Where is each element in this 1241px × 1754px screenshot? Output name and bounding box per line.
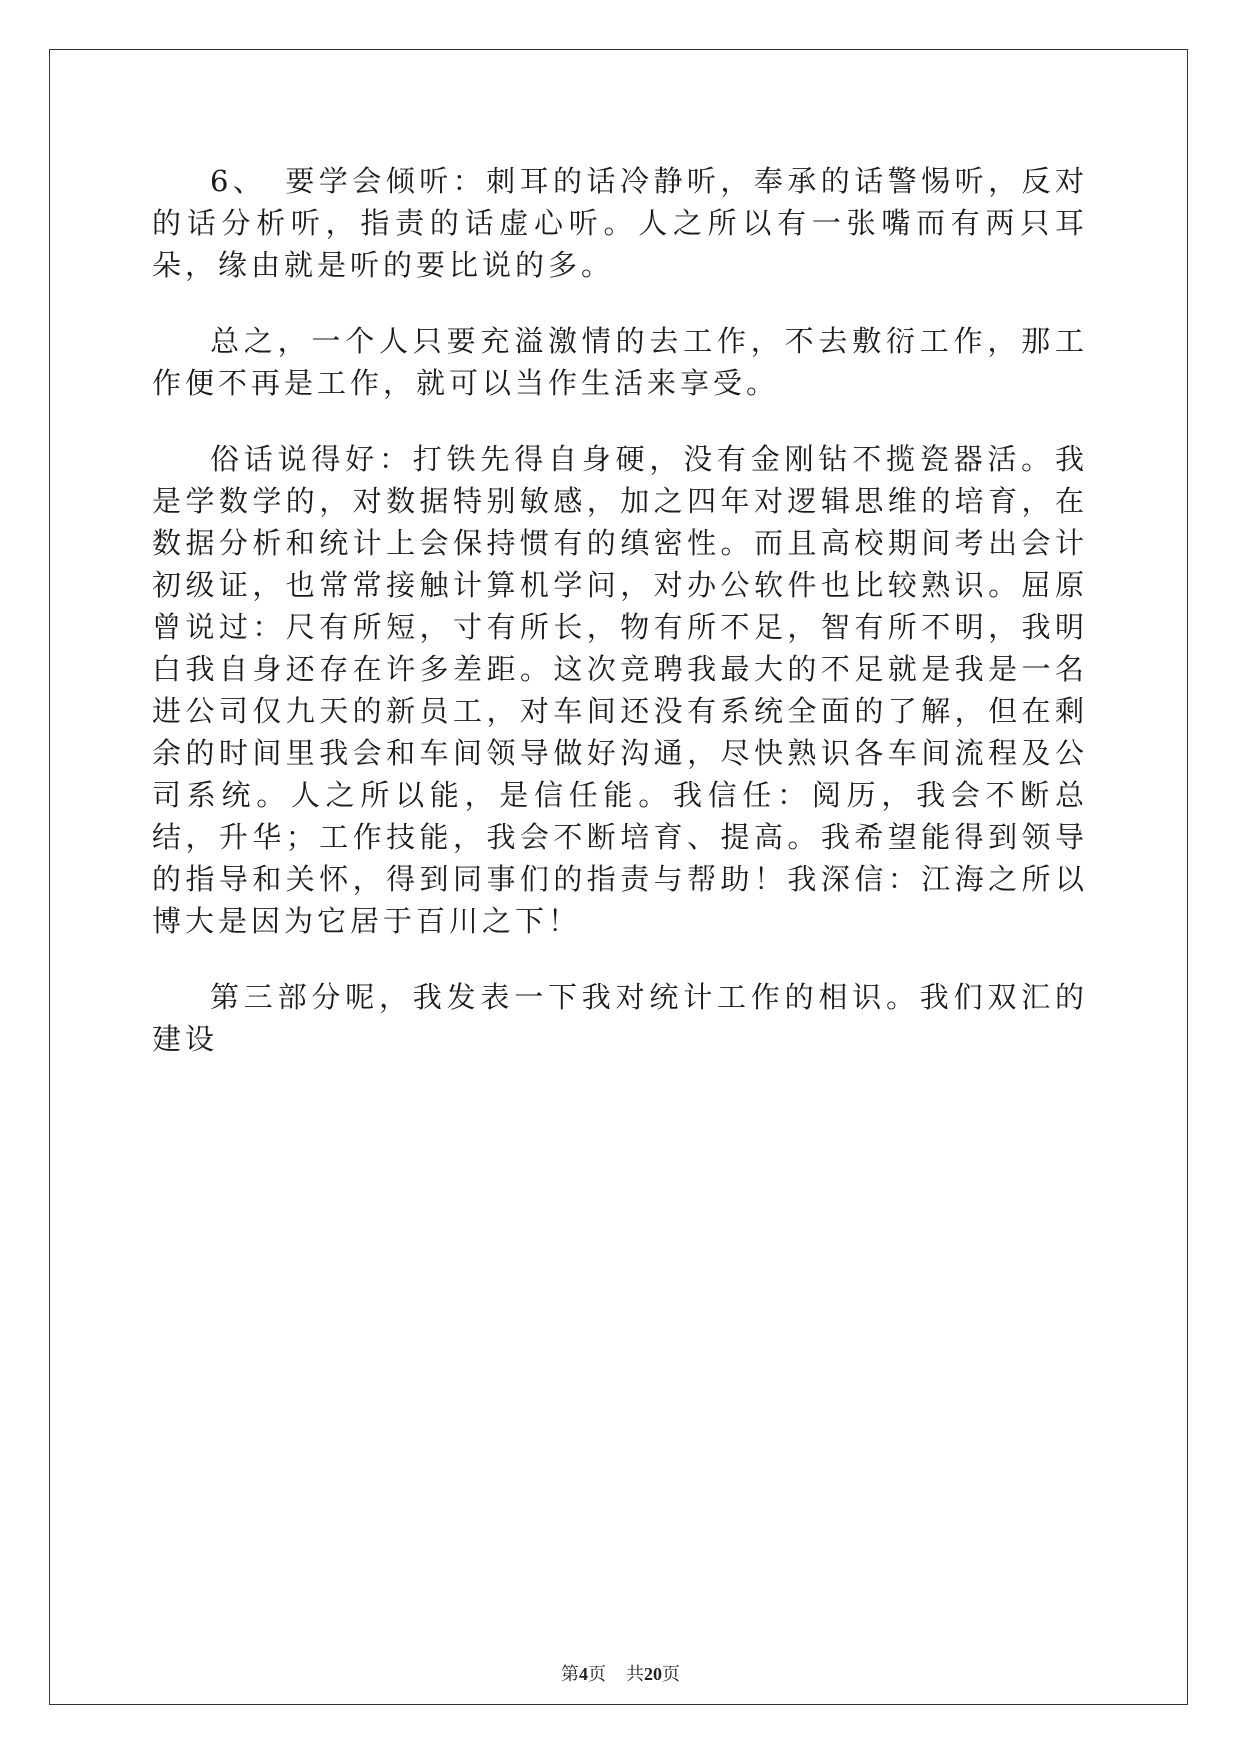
page-suffix: 页 [588, 1664, 606, 1684]
page-prefix: 第 [561, 1664, 579, 1684]
paragraph: 总之，一个人只要充溢激情的去工作，不去敷衍工作，那工作便不再是工作，就可以当作生活来享受。 [152, 324, 1088, 400]
paragraph: 俗话说得好：打铁先得自身硬，没有金刚钻不揽瓷器活。我是学数学的，对数据特别敏感，加之四年对逻辑思维的培育，在数据分析和统计上会保持惯有的缜密性。而且高校期间考出会计初级证，也常常接触计算机学问，对办公软件也比较熟识。屈原曾说过：尺有所短，寸有所长，物有所不足，智有所不明，我明白我自身还存在许多差距。这次竞聘我最大的不足就是我是一名进公司仅九天的新员工，对车间还没有系统全面的了解，但在剩余的时间里我会和车间领导做好沟通，尽快熟识各车间流程及公司系统。人之所以能，是信任能。我信任：阅历，我会不断总结，升华；工作技能，我会不断培育、提高。我希望能得到领导的指导和关怀，得到同事们的指责与帮助！我深信：江海之所以博大是因为它居于百川之下！ [152, 442, 1088, 938]
total-suffix: 页 [662, 1664, 680, 1684]
page-number: 4 [579, 1664, 588, 1684]
paragraph: 第三部分呢，我发表一下我对统计工作的相识。我们双汇的建设 [152, 980, 1088, 1056]
page-footer [0, 1660, 1241, 1686]
paragraph: 6、 要学会倾听：刺耳的话冷静听，奉承的话警惕听，反对的话分析听，指责的话虚心听。人之所以有一张嘴而有两只耳朵，缘由就是听的要比说的多。 [152, 164, 1088, 282]
document-body [152, 160, 1088, 1094]
total-pages: 20 [644, 1664, 662, 1684]
total-prefix: 共 [626, 1664, 644, 1684]
